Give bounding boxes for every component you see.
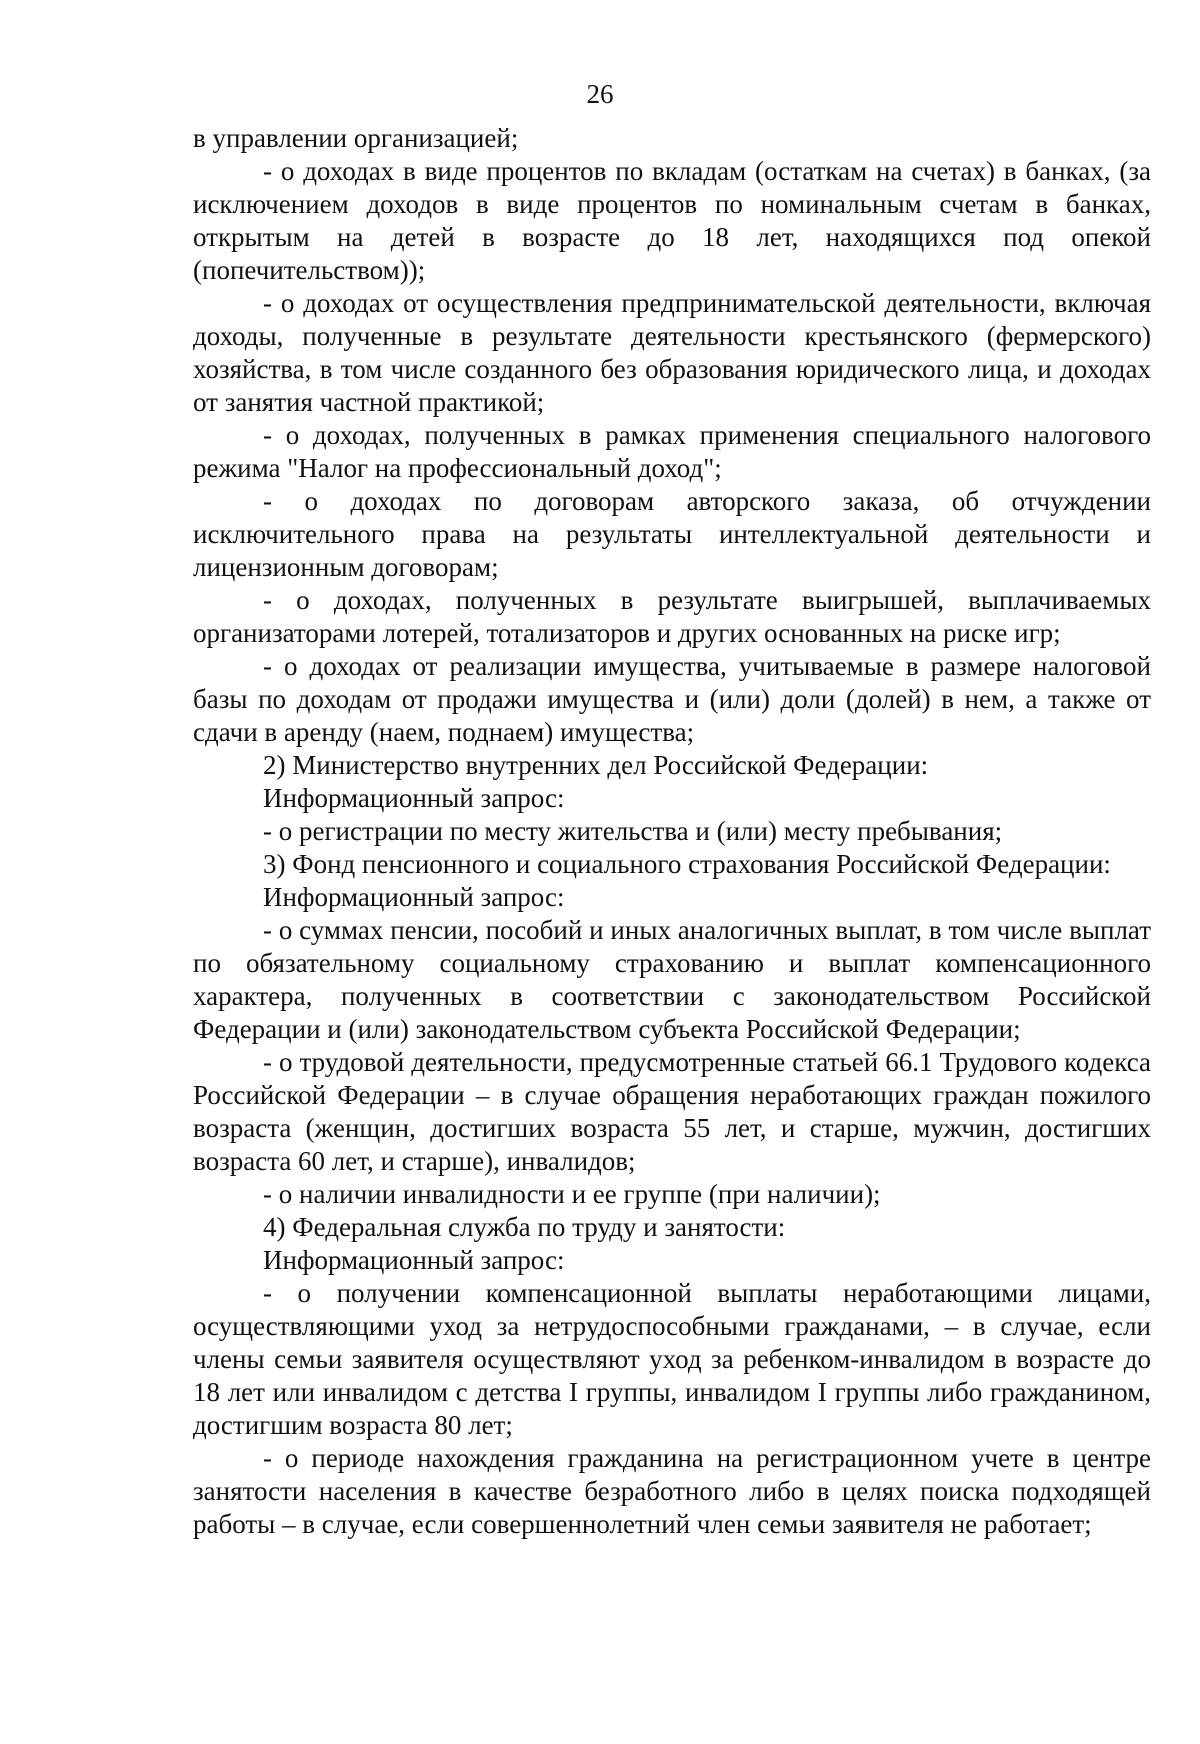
paragraph-registration: - о регистрации по месту жительства и (или) месту пребывания; xyxy=(263,816,1003,846)
paragraph-copyright-income: - о доходах по договорам авторского заказа, об отчуждении исключительного права на результаты интеллектуальной деятельности и лицензионным договорам; xyxy=(193,486,1151,582)
paragraph-labor-service: 4) Федеральная служба по труду и занятости: xyxy=(263,1212,786,1242)
paragraph-pension-amounts: - о суммах пенсии, пособий и иных аналогичных выплат, в том числе выплат по обязательному социальному страхованию и выплат компенсационного характера, полученных в соответствии с законодательством Российской Федерации и (или) законодательством субъекта Российской Федерации; xyxy=(193,915,1151,1044)
paragraph-employment-center: - о периоде нахождения гражданина на регистрационном учете в центре занятости населения в качестве безработного либо в целях поиска подходящей работы – в случае, если совершеннолетний член семьи заявителя не работает; xyxy=(193,1443,1151,1539)
paragraph-labor-activity: - о трудовой деятельности, предусмотренные статьей 66.1 Трудового кодекса Российской Федерации – в случае обращения неработающих граждан пожилого возраста (женщин, достигших возраста 55 лет, и старше, мужчин, достигших возраста 60 лет, и старше), инвалидов; xyxy=(193,1047,1151,1176)
paragraph-continuation: в управлении организацией; xyxy=(193,123,519,153)
paragraph-ministry-internal-affairs: 2) Министерство внутренних дел Российской Федерации: xyxy=(263,750,929,780)
paragraph-professional-income-tax: - о доходах, полученных в рамках применения специального налогового режима "Налог на профессиональный доход"; xyxy=(193,420,1151,483)
paragraph-disability: - о наличии инвалидности и ее группе (при наличии); xyxy=(263,1179,881,1209)
paragraph-info-request-2: Информационный запрос: xyxy=(263,882,565,912)
document-body xyxy=(193,122,1151,1541)
paragraph-pension-fund: 3) Фонд пенсионного и социального страхования Российской Федерации: xyxy=(263,849,1111,879)
paragraph-property-income: - о доходах от реализации имущества, учитываемые в размере налоговой базы по доходам от продажи имущества и (или) доли (долей) в нем, а также от сдачи в аренду (наем, поднаем) имущества; xyxy=(193,651,1151,747)
paragraph-info-request-3: Информационный запрос: xyxy=(263,1245,565,1275)
paragraph-business-income: - о доходах от осуществления предпринимательской деятельности, включая доходы, полученные в результате деятельности крестьянского (фермерского) хозяйства, в том числе созданного без образования юридического лица, и доходах от занятия частной практикой; xyxy=(193,288,1151,417)
page-number: 26 xyxy=(586,79,614,109)
paragraph-info-request-1: Информационный запрос: xyxy=(263,783,565,813)
paragraph-winnings-income: - о доходах, полученных в результате выигрышей, выплачиваемых организаторами лотерей, тотализаторов и других основанных на риске игр; xyxy=(193,585,1151,648)
paragraph-bank-interest: - о доходах в виде процентов по вкладам (остаткам на счетах) в банках, (за исключением доходов в виде процентов по номинальным счетам в банках, открытым на детей в возрасте до 18 лет, находящихся под опекой (попечительством)); xyxy=(193,156,1151,285)
paragraph-care-compensation: - о получении компенсационной выплаты неработающими лицами, осуществляющими уход за нетрудоспособными гражданами, – в случае, если члены семьи заявителя осуществляют уход за ребенком-инвалидом в возрасте до 18 лет или инвалидом с детства I группы, инвалидом I группы либо гражданином, достигшим возраста 80 лет; xyxy=(193,1278,1151,1440)
